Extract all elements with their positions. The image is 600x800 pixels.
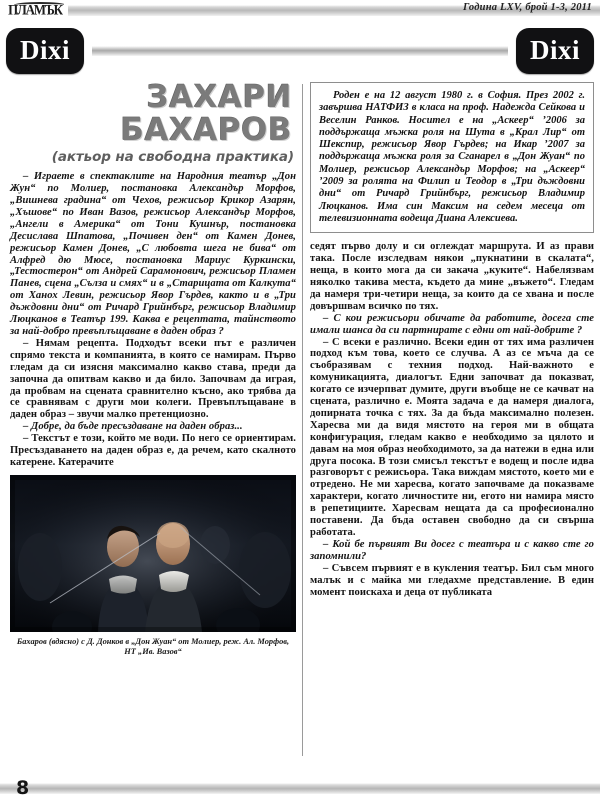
interview-question: – Добре, да бъде пресъздаване на даден образ... [23,421,243,433]
stage-photo-graphic [10,475,296,632]
right-column-body [310,241,594,598]
interview-answer: – Нямам рецепта. Подходът всеки път е различен спрямо текста и компанията, в която се намирам. Първо гледам да си изясня максимално какво става, преди да започна да опитвам какво и да било. Започвам да играя, да пробвам на сцената сравнително късно, ако трябва да се сравнявам с други мои колеги. Превъплъщаване в даден образ – звучи малко претенциозно. [10,337,296,421]
interview-question: – Играете в спектаклите на Народния театър „Дон Жун“ по Молиер, постановка Александър Морфов, „Вишнева градина“ от Чехов, режисьор Крикор Азарян, „Хъшове“ по Иван Вазов, режисьор Александър Морфов, „Ангели в Америка“ от Тони Кушнър, постановка Десислава Шпатова, „Почивен ден“ от Камен Донев, режисьор Камен Донев, „С любовта шега не бива“ от Алфред дю Мюсе, постановка Мариус Куркински, „Тестостерон“ от Андрей Сарамонович, режисьор Пламен Панев, сцена „Сълза и смях“ и в „Старицата от Калкута“ от Ханох Левин, режисьор Явор Гърдев, както и в „Три дъждовни дни“ от Ричард Грийнбърг, режисьор Владимир Люцканов в Театър 199. Каква е рецептата, тайнството за най-добро превъплъщаване в даден образ ? [10,171,296,337]
interview-question: – Кой бе първият Ви досег с театъра и с какво сте го запомнили? [310,538,594,562]
dixi-logo-right [516,28,594,74]
footer-rule [0,783,600,794]
article-title-line-1: ЗАХАРИ [146,79,292,115]
dixi-band [0,28,600,74]
biography-text: Роден е на 12 август 1980 г. в София. През 2002 г. завършва НАТФИЗ в класа на проф. Надежда Сейкова и Веселин Ранков. Носител е на „Аскеер“ ’2006 за поддържаща мъжка роля на Шута в „Крал Лир“ от Шекспир, режисьор Явор Гърдев; на Икар ’2007 за поддържаща мъжка роля за Сганарел в „Дон Жуан“ по Молиер, режисьор Александър Морфов; на „Аскеер“ ’2009 за ролята на Филип и Теодор в „Три дъждовни дни“ от Ричард Грийнбърг, режисьор Владимир Люцканов. Има син Максим на седем месеца от телевизионната водеща Диана Алексиева. [319,90,585,224]
left-column [10,79,296,754]
column-divider [302,84,303,756]
photo-caption: Бахаров (вдясно) с Д. Донков в „Дон Жуан“ от Молиер, реж. Ал. Морфов, НТ „Ив. Вазов“ [16,636,290,657]
interview-answer: – Текстът е този, който ме води. По него се ориентирам. Пресъздаването на даден образ е, да речем, като скалното катерене. Катерачите [10,433,296,468]
dixi-logo-left [6,28,84,74]
interview-answer: – С всеки е различно. Всеки един от тях има различен подход към това, което се случва. А аз се мъча да се съобразявам с техния подход. Най-важното е комуникацията, диалогът. Едни започват да показват, когато се изчерпват думите, други въобще не се качват на сцената, различно е. Моята задача е да намеря диалога, допирната точка с тях. За да бъда максимално полезен. Харесва ми да видя мястото на героя ми в общата конфигурация, гледам какво е необходимо за цялото и давам на моя образ необходимото, за да натежи в една или друга посока. В този смисъл текстът е водещ и после идва разговорът с режисьора. Така виждам мястото, което ми е отредено. Не ми харесва, когато започваме да показваме характери, когато личностите ни, егото ни намира място в репетициите. Харесвам нещата да са професионално поставени. Да бъда оставен свободно да си свърша работата. [310,336,594,539]
interview-question: – С кои режисьори обичате да работите, досега сте имали шанса да си партнирате с едни от най-добрите ? [310,312,594,336]
dixi-rule [92,46,508,56]
dixi-logo-right-text: Dixi [529,34,580,65]
dixi-logo-left-text: Dixi [19,34,70,65]
article-photo [10,475,296,632]
page-number: 8 [16,777,30,799]
article-title-line-2: БАХАРОВ [120,111,292,148]
article-title [10,79,296,148]
masthead-text: ПЛАМЪК [8,1,62,19]
biography-box [310,82,594,233]
masthead-logo [6,1,64,19]
page-footer [0,770,600,800]
interview-answer: – Съвсем първият е в кукления театър. Бил съм много малък и с майка ми гледахме представление. В един момент поискаха и деца от публиката [310,562,594,598]
page-header [0,0,600,22]
left-column-body [10,171,296,469]
issue-line: Година LXV, брой 1-3, 2011 [462,2,592,13]
article-subtitle: (актьор на свободна практика) [51,149,294,166]
interview-answer-continued: седят първо долу и си оглеждат маршрута. И аз прави така. После изследвам някои „пукнатини в скалата“, неща, в които мога да си закача „куките“. Набелязвам няколко такива места, където да мине „въжето“. Гледам да намеря три-четири неща, за които да се хвана и после довършвам всичко по тях. [310,241,594,312]
right-column [310,82,594,754]
